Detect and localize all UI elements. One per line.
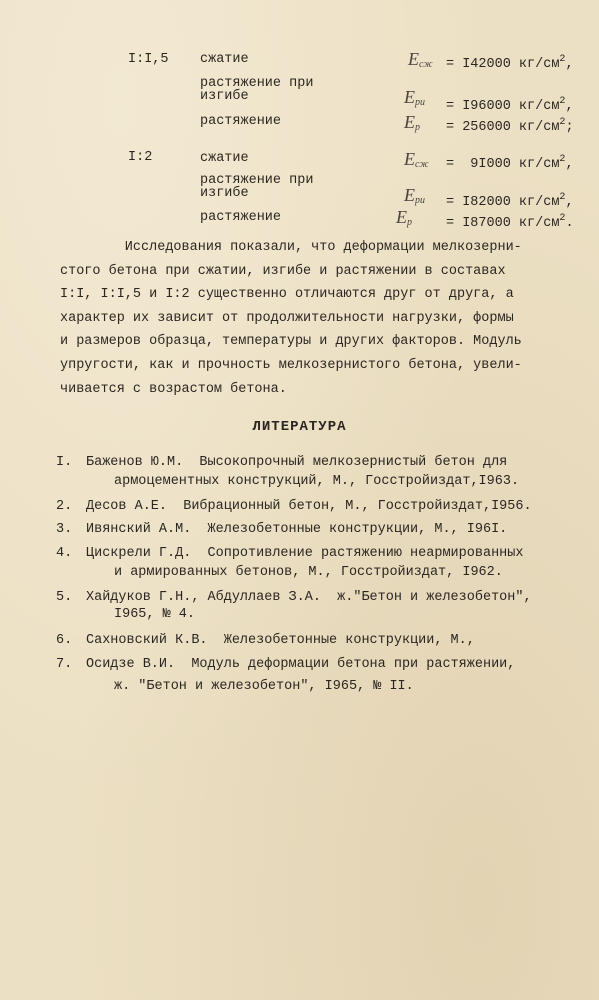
reference-number: 2. (56, 499, 73, 514)
ratio-label: I:2 (128, 150, 153, 165)
reference-number: 3. (56, 522, 73, 537)
reference-text: Сахновский К.В. Железобетонные конструкции, М., (86, 633, 475, 648)
ratio-label: I:I,5 (128, 52, 169, 67)
modulus-value: = I87000 $кг/см^2$. (446, 213, 574, 231)
body-paragraph (60, 236, 590, 401)
reference-continuation: I965, № 4. (114, 607, 196, 622)
modulus-symbol: $E_{ри}$ (404, 185, 425, 206)
reference-text: Десов А.Е. Вибрационный бетон, М., Госстройиздат,I956. (86, 499, 532, 514)
reference-text: Хайдуков Г.Н., Абдуллаев З.А. ж."Бетон и железобетон", (86, 590, 532, 605)
reference-text: Ивянский А.М. Железобетонные конструкции, М., I96I. (86, 522, 508, 537)
reference-number: 5. (56, 590, 73, 605)
modulus-symbol: $E_{ри}$ (404, 87, 425, 108)
reference-continuation: армоцементных конструкций, М., Госстройиздат,I963. (114, 474, 520, 489)
reference-item (56, 587, 532, 609)
modulus-label: растяжение при изгибе (200, 76, 314, 104)
modulus-value: = I42000 $кг/см^2$, (446, 54, 574, 72)
reference-text: Баженов Ю.М. Высокопрочный мелкозернистый бетон для (86, 455, 508, 470)
reference-item (56, 630, 475, 652)
modulus-symbol: $E_{сж}$ (408, 49, 433, 70)
reference-text: Цискрели Г.Д. Сопротивление растяжению неармированных (86, 546, 524, 561)
reference-item (56, 452, 507, 474)
paragraph-line: Исследования показали, что деформации мелкозерни- (60, 240, 522, 255)
modulus-label: растяжение (200, 114, 282, 129)
modulus-value: = 256000 $кг/см^2$; (446, 117, 574, 135)
modulus-value: = I82000 $кг/см^2$, (446, 192, 574, 210)
reference-continuation: и армированных бетонов, М., Госстройиздат, I962. (114, 565, 503, 580)
paragraph-line: I:I, I:I,5 и I:2 существенно отличаются друг от друга, а (60, 287, 514, 303)
paragraph-line: характер их зависит от продолжительности нагрузки, формы (60, 310, 514, 326)
paragraph-line: стого бетона при сжатии, изгибе и растяжении в составах (60, 263, 506, 279)
modulus-value: = I96000 $кг/см^2$, (446, 96, 574, 114)
modulus-symbol: $E_р$ (396, 207, 412, 228)
reference-number: 4. (56, 546, 73, 561)
reference-number: I. (56, 455, 73, 470)
paragraph-line: чивается с возрастом бетона. (60, 381, 287, 397)
reference-item (56, 543, 523, 565)
reference-item (56, 519, 507, 541)
reference-text: Осидзе В.И. Модуль деформации бетона при растяжении, (86, 657, 516, 672)
modulus-symbol: $E_{сж}$ (404, 149, 429, 170)
modulus-label: сжатие (200, 151, 249, 166)
reference-item (56, 654, 515, 676)
modulus-symbol: $E_р$ (404, 112, 420, 133)
paragraph-line: и размеров образца, температуры и других факторов. Модуль (60, 334, 522, 350)
modulus-label: растяжение (200, 210, 282, 225)
modulus-label: растяжение при изгибе (200, 173, 314, 201)
reference-item (56, 496, 532, 518)
reference-number: 6. (56, 633, 73, 648)
reference-number: 7. (56, 657, 73, 672)
reference-continuation: ж. "Бетон и железобетон", I965, № II. (114, 679, 414, 694)
references-heading: ЛИТЕРАТУРА (252, 419, 347, 435)
paragraph-line: упругости, как и прочность мелкозернистого бетона, увели- (60, 357, 522, 373)
modulus-label: сжатие (200, 52, 249, 67)
modulus-value: = 9I000 $кг/см^2$, (446, 154, 574, 172)
